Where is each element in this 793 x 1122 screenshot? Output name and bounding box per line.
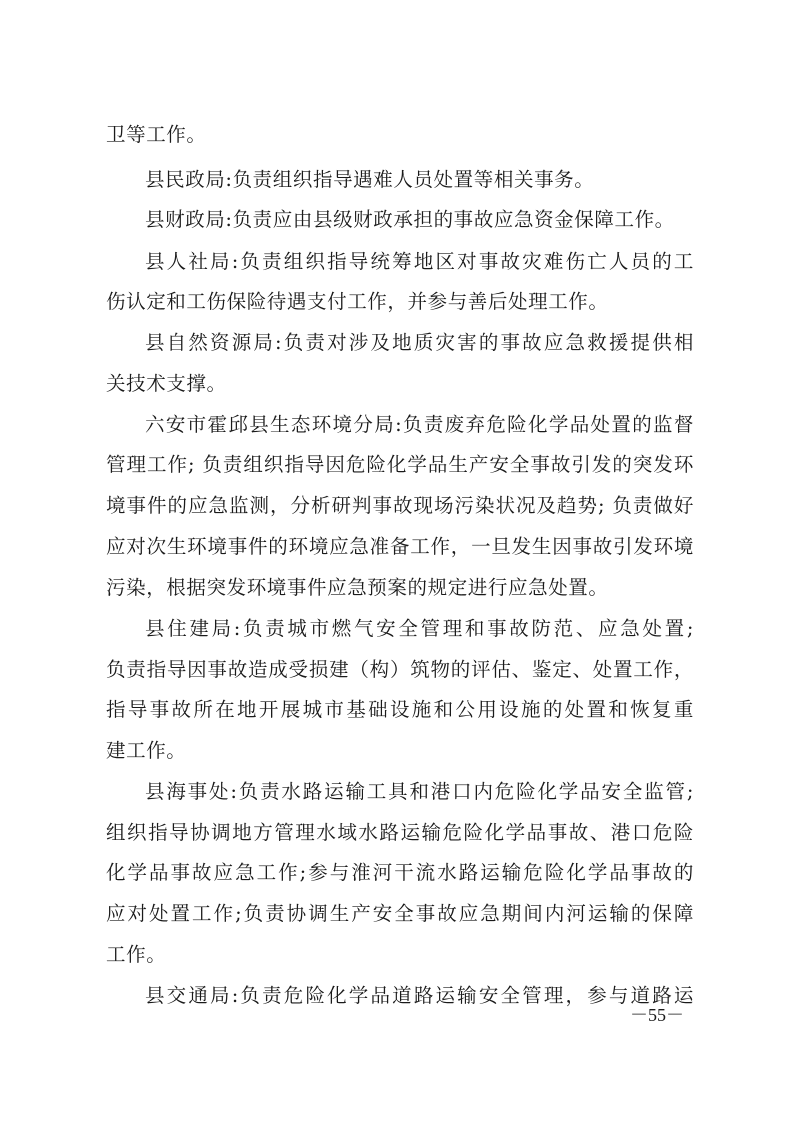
text-line: 指导事故所在地开展城市基础设施和公用设施的处置和恢复重 — [106, 698, 694, 721]
text-line: 县交通局:负责危险化学品道路运输安全管理，参与道路运 — [145, 984, 694, 1007]
text-line: 应对次生环境事件的环境应急准备工作，一旦发生因事故引发环境 — [106, 535, 694, 558]
text-line: 工作。 — [106, 943, 167, 966]
text-line: 县海事处:负责水路运输工具和港口内危险化学品安全监管; — [145, 780, 694, 803]
text-line: 县人社局:负责组织指导统筹地区对事故灾难伤亡人员的工 — [145, 250, 694, 273]
text-line: 化学品事故应急工作;参与淮河干流水路运输危险化学品事故的 — [106, 861, 694, 884]
text-line: 污染，根据突发环境事件应急预案的规定进行应急处置。 — [106, 576, 609, 599]
text-line: 县民政局:负责组织指导遇难人员处置等相关事务。 — [145, 168, 595, 191]
text-line: 县自然资源局:负责对涉及地质灾害的事故应急救援提供相 — [145, 331, 694, 354]
text-line: 负责指导因事故造成受损建（构）筑物的评估、鉴定、处置工作， — [106, 658, 694, 681]
page-number: －55－ — [630, 1005, 684, 1025]
text-line: 管理工作; 负责组织指导因危险化学品生产安全事故引发的突发环 — [106, 453, 694, 476]
text-line: 境事件的应急监测，分析研判事故现场污染状况及趋势; 负责做好 — [106, 494, 694, 517]
text-line: 组织指导协调地方管理水域水路运输危险化学品事故、港口危险 — [106, 821, 694, 844]
text-line: 建工作。 — [106, 739, 187, 762]
text-line: 六安市霍邱县生态环境分局:负责废弃危险化学品处置的监督 — [145, 413, 694, 436]
text-line: 关技术支撑。 — [106, 372, 227, 395]
text-line: 县财政局:负责应由县级财政承担的事故应急资金保障工作。 — [145, 208, 675, 231]
text-line: 卫等工作。 — [106, 123, 207, 146]
text-line: 应对处置工作;负责协调生产安全事故应急期间内河运输的保障 — [106, 902, 694, 925]
text-line: 县住建局:负责城市燃气安全管理和事故防范、应急处置; — [145, 617, 694, 640]
text-line: 伤认定和工伤保险待遇支付工作，并参与善后处理工作。 — [106, 290, 609, 313]
